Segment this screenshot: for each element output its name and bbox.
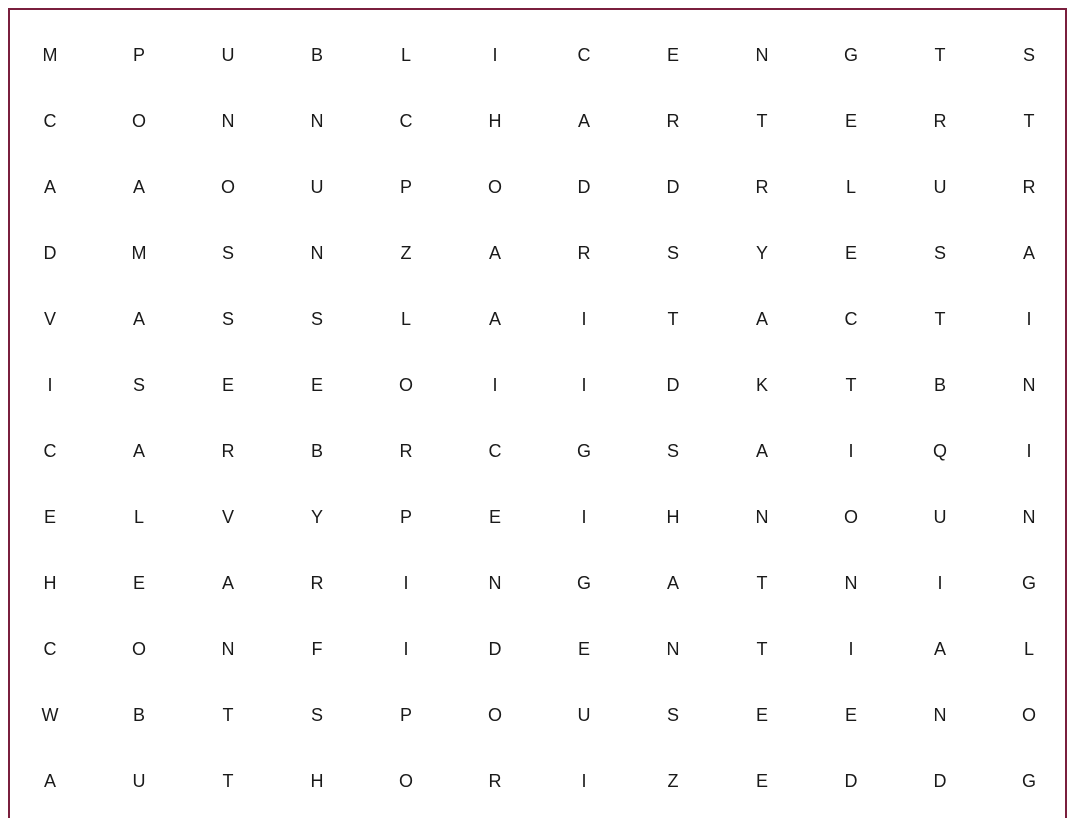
- grid-letter[interactable]: T: [756, 573, 768, 593]
- grid-letter[interactable]: S: [221, 243, 234, 263]
- grid-letter[interactable]: A: [221, 573, 234, 593]
- grid-letter[interactable]: N: [221, 111, 235, 131]
- grid-letter[interactable]: P: [399, 507, 412, 527]
- grid-letter[interactable]: L: [845, 177, 856, 197]
- grid-letter[interactable]: L: [1023, 639, 1034, 659]
- grid-letter[interactable]: I: [403, 639, 409, 659]
- grid-letter[interactable]: I: [403, 573, 409, 593]
- grid-letter[interactable]: M: [131, 243, 147, 263]
- grid-letter[interactable]: P: [399, 705, 412, 725]
- grid-letter[interactable]: O: [131, 111, 146, 131]
- grid-letter[interactable]: T: [845, 375, 857, 395]
- grid-letter[interactable]: S: [666, 441, 679, 461]
- grid-letter[interactable]: L: [400, 45, 411, 65]
- grid-row: [10, 682, 1065, 748]
- grid-letter[interactable]: O: [487, 177, 502, 197]
- grid-letter[interactable]: S: [666, 243, 679, 263]
- grid-letter[interactable]: G: [576, 573, 591, 593]
- grid-letter[interactable]: I: [581, 771, 587, 791]
- grid-letter[interactable]: C: [43, 111, 57, 131]
- grid-letter[interactable]: I: [581, 309, 587, 329]
- grid-letter[interactable]: E: [844, 705, 857, 725]
- grid-row: [10, 616, 1065, 682]
- grid-letter[interactable]: T: [1023, 111, 1035, 131]
- grid-letter[interactable]: S: [1022, 45, 1035, 65]
- grid-letter[interactable]: O: [131, 639, 146, 659]
- grid-letter[interactable]: P: [132, 45, 145, 65]
- grid-row: [10, 550, 1065, 616]
- grid-letter[interactable]: P: [399, 177, 412, 197]
- grid-row: [10, 418, 1065, 484]
- grid-letter[interactable]: E: [755, 705, 768, 725]
- grid-letter[interactable]: U: [933, 177, 947, 197]
- grid-letter[interactable]: T: [222, 705, 234, 725]
- grid-letter[interactable]: E: [755, 771, 768, 791]
- grid-letter[interactable]: E: [132, 573, 145, 593]
- grid-letter[interactable]: R: [933, 111, 947, 131]
- grid-letter[interactable]: M: [42, 45, 58, 65]
- grid-letter[interactable]: R: [310, 573, 324, 593]
- grid-letter[interactable]: B: [933, 375, 946, 395]
- grid-letter[interactable]: N: [933, 705, 947, 725]
- grid-letter[interactable]: C: [43, 441, 57, 461]
- grid-letter[interactable]: A: [488, 243, 501, 263]
- grid-letter[interactable]: D: [844, 771, 858, 791]
- grid-letter[interactable]: A: [132, 441, 145, 461]
- grid-letter[interactable]: F: [311, 639, 323, 659]
- grid-row: [10, 748, 1065, 814]
- grid-letter[interactable]: D: [666, 177, 680, 197]
- grid-letter[interactable]: A: [1022, 243, 1035, 263]
- grid-letter[interactable]: H: [488, 111, 502, 131]
- grid-letter[interactable]: T: [934, 309, 946, 329]
- grid-letter[interactable]: R: [577, 243, 591, 263]
- grid-letter[interactable]: U: [577, 705, 591, 725]
- grid-letter[interactable]: L: [133, 507, 144, 527]
- grid-letter[interactable]: I: [492, 45, 498, 65]
- grid-letter[interactable]: E: [844, 243, 857, 263]
- grid-letter[interactable]: A: [666, 573, 679, 593]
- grid-letter[interactable]: O: [487, 705, 502, 725]
- grid-letter[interactable]: G: [576, 441, 591, 461]
- grid-letter[interactable]: C: [844, 309, 858, 329]
- grid-letter[interactable]: T: [934, 45, 946, 65]
- grid-letter[interactable]: I: [1026, 309, 1032, 329]
- grid-letter[interactable]: R: [399, 441, 413, 461]
- grid-row: [10, 154, 1065, 220]
- grid-letter[interactable]: D: [488, 639, 502, 659]
- grid-letter[interactable]: U: [132, 771, 146, 791]
- grid-letter[interactable]: G: [1021, 573, 1036, 593]
- grid-letter[interactable]: Y: [755, 243, 768, 263]
- grid-letter[interactable]: B: [132, 705, 145, 725]
- grid-letter[interactable]: S: [132, 375, 145, 395]
- grid-letter[interactable]: U: [933, 507, 947, 527]
- grid-letter[interactable]: Q: [932, 441, 947, 461]
- grid-letter[interactable]: N: [755, 507, 769, 527]
- grid-letter[interactable]: R: [755, 177, 769, 197]
- grid-letter[interactable]: R: [488, 771, 502, 791]
- grid-letter[interactable]: E: [310, 375, 323, 395]
- grid-letter[interactable]: I: [47, 375, 53, 395]
- grid-letter[interactable]: C: [577, 45, 591, 65]
- grid-letter[interactable]: C: [399, 111, 413, 131]
- grid-letter[interactable]: E: [43, 507, 56, 527]
- grid-letter[interactable]: I: [937, 573, 943, 593]
- grid-letter[interactable]: E: [488, 507, 501, 527]
- grid-letter[interactable]: A: [755, 309, 768, 329]
- grid-letter[interactable]: N: [221, 639, 235, 659]
- grid-letter[interactable]: V: [221, 507, 234, 527]
- grid-letter[interactable]: N: [755, 45, 769, 65]
- grid-letter[interactable]: E: [844, 111, 857, 131]
- grid-letter[interactable]: Y: [310, 507, 323, 527]
- grid-letter[interactable]: U: [221, 45, 235, 65]
- grid-letter[interactable]: S: [221, 309, 234, 329]
- grid-letter[interactable]: D: [577, 177, 591, 197]
- grid-row: [10, 220, 1065, 286]
- grid-letter[interactable]: N: [1022, 375, 1036, 395]
- grid-letter[interactable]: T: [756, 111, 768, 131]
- grid-row: [10, 286, 1065, 352]
- grid-letter[interactable]: A: [132, 177, 145, 197]
- grid-letter[interactable]: T: [756, 639, 768, 659]
- grid-letter[interactable]: B: [310, 441, 323, 461]
- grid-letter[interactable]: N: [1022, 507, 1036, 527]
- grid-letter[interactable]: E: [577, 639, 590, 659]
- grid-letter[interactable]: S: [310, 309, 323, 329]
- grid-letter[interactable]: N: [310, 243, 324, 263]
- grid-letter[interactable]: C: [488, 441, 502, 461]
- grid-letter[interactable]: H: [666, 507, 680, 527]
- grid-letter[interactable]: G: [1021, 771, 1036, 791]
- grid-row: [10, 88, 1065, 154]
- grid-letter[interactable]: D: [933, 771, 947, 791]
- grid-letter[interactable]: S: [933, 243, 946, 263]
- grid-letter[interactable]: R: [1022, 177, 1036, 197]
- grid-letter[interactable]: R: [221, 441, 235, 461]
- grid-letter[interactable]: I: [848, 639, 854, 659]
- grid-letter[interactable]: O: [220, 177, 235, 197]
- grid-letter[interactable]: D: [666, 375, 680, 395]
- grid-letter[interactable]: T: [667, 309, 679, 329]
- grid-letter[interactable]: I: [581, 375, 587, 395]
- grid-letter[interactable]: H: [310, 771, 324, 791]
- grid-letter[interactable]: R: [666, 111, 680, 131]
- grid-letter[interactable]: N: [310, 111, 324, 131]
- grid-letter[interactable]: A: [933, 639, 946, 659]
- grid-letter[interactable]: N: [844, 573, 858, 593]
- grid-letter[interactable]: Z: [667, 771, 679, 791]
- grid-letter[interactable]: A: [43, 771, 56, 791]
- grid-letter[interactable]: O: [398, 375, 413, 395]
- grid-letter[interactable]: N: [666, 639, 680, 659]
- grid-row: [10, 484, 1065, 550]
- grid-letter[interactable]: S: [310, 705, 323, 725]
- grid-letter[interactable]: V: [43, 309, 56, 329]
- grid-letter[interactable]: A: [132, 309, 145, 329]
- grid-letter[interactable]: C: [43, 639, 57, 659]
- grid-letter[interactable]: E: [221, 375, 234, 395]
- grid-letter[interactable]: I: [1026, 441, 1032, 461]
- grid-letter[interactable]: Z: [400, 243, 412, 263]
- grid-letter[interactable]: K: [755, 375, 768, 395]
- grid-letter[interactable]: L: [400, 309, 411, 329]
- grid-row: [10, 22, 1065, 88]
- grid-letter[interactable]: H: [43, 573, 57, 593]
- grid-letter[interactable]: E: [666, 45, 679, 65]
- grid-letter[interactable]: A: [755, 441, 768, 461]
- grid-letter[interactable]: D: [43, 243, 57, 263]
- grid-letter[interactable]: O: [1021, 705, 1036, 725]
- grid-letter[interactable]: A: [43, 177, 56, 197]
- grid-letter[interactable]: I: [581, 507, 587, 527]
- grid-letter[interactable]: I: [492, 375, 498, 395]
- grid-letter[interactable]: S: [666, 705, 679, 725]
- grid-letter[interactable]: B: [310, 45, 323, 65]
- grid-letter[interactable]: T: [222, 771, 234, 791]
- grid-letter[interactable]: A: [577, 111, 590, 131]
- grid-row: [10, 352, 1065, 418]
- grid-letter[interactable]: N: [488, 573, 502, 593]
- grid-letter[interactable]: G: [843, 45, 858, 65]
- grid-letter[interactable]: W: [41, 705, 59, 725]
- grid-letter[interactable]: A: [488, 309, 501, 329]
- grid-letter[interactable]: U: [310, 177, 324, 197]
- letter-grid: [10, 10, 1065, 818]
- grid-letter[interactable]: I: [848, 441, 854, 461]
- grid-letter[interactable]: O: [398, 771, 413, 791]
- word-search-puzzle: [8, 8, 1067, 818]
- grid-letter[interactable]: O: [843, 507, 858, 527]
